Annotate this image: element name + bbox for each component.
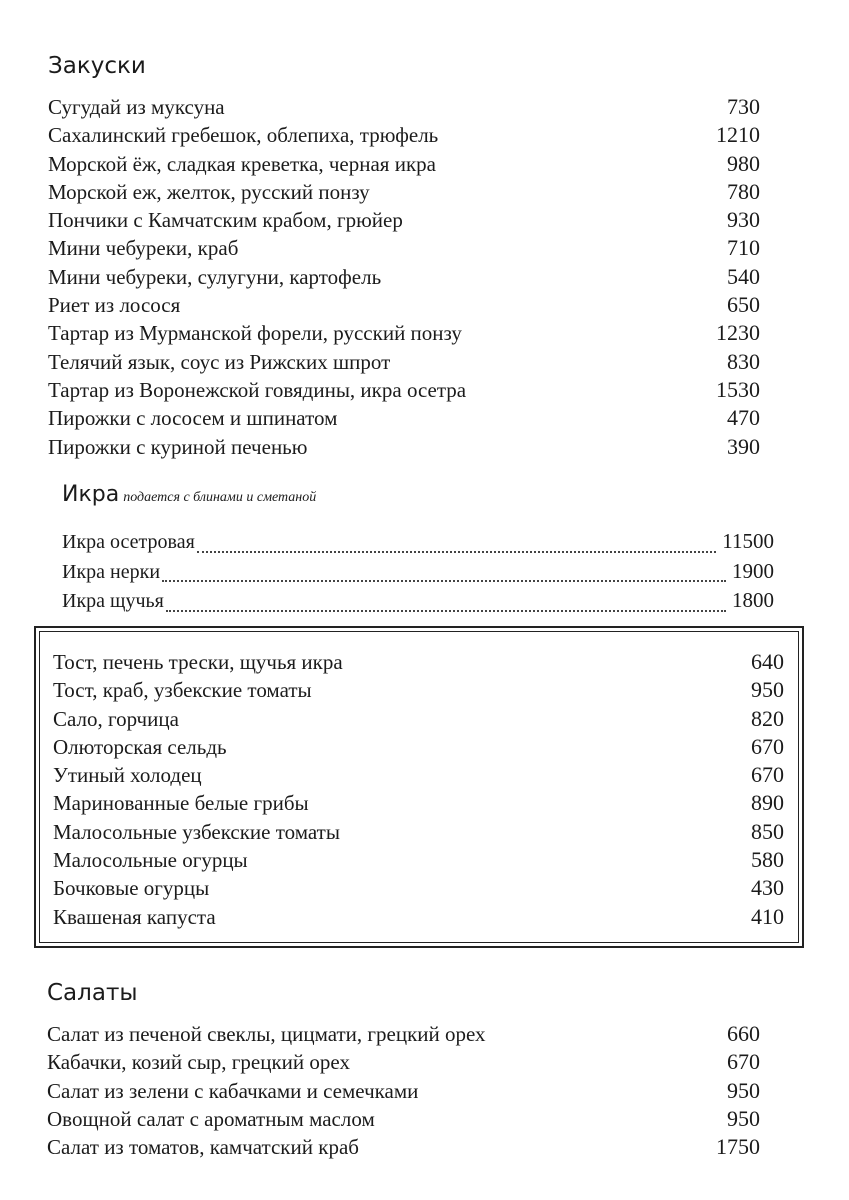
menu-item-price: 950 [727,1105,760,1131]
menu-item [48,319,760,347]
menu-item [47,1133,760,1161]
menu-item [47,1105,760,1133]
menu-item-price: 710 [727,235,760,261]
menu-item [53,846,784,874]
ikra-list [62,527,774,616]
menu-item [48,234,760,262]
menu-item-name: Мини чебуреки, краб [48,236,239,261]
menu-item-name: Овощной салат с ароматным маслом [47,1106,375,1131]
menu-item-price: 1750 [716,1134,760,1160]
section-title-salaty: Салаты [47,980,138,1006]
menu-item-price: 670 [751,762,784,788]
menu-item-price: 650 [727,292,760,318]
menu-item-name: Телячий язык, соус из Рижских шпрот [48,349,391,374]
menu-item-name: Маринованные белые грибы [53,791,309,816]
section-title-zakuski: Закуски [48,53,146,79]
menu-item-price: 580 [751,847,784,873]
menu-item [53,789,784,817]
menu-item-price: 780 [727,178,760,204]
menu-item-price: 470 [727,405,760,431]
menu-item-price: 1530 [716,376,760,402]
menu-item [47,1020,760,1048]
menu-item-name: Мини чебуреки, сулугуни, картофель [48,264,382,289]
menu-item-name: Утиный холодец [53,763,202,788]
menu-item-name: Бочковые огурцы [53,876,210,901]
menu-item-name: Салат из печеной свеклы, цицмати, грецкий орех [47,1022,486,1046]
menu-item-price: 540 [727,263,760,289]
menu-item-price: 670 [727,1049,760,1075]
menu-item [53,733,784,761]
menu-item-price: 1230 [716,320,760,346]
menu-item-price: 950 [727,1077,760,1103]
menu-item [53,903,784,931]
menu-item-price: 1210 [716,122,760,148]
menu-item-name: Тартар из Мурманской форели, русский понзу [48,321,462,346]
menu-item-price: 430 [751,875,784,901]
menu-item-price: 830 [727,348,760,374]
menu-item-name: Салат из томатов, камчатский краб [47,1135,359,1160]
zakuski-list [48,93,760,461]
salaty-list [47,1020,760,1161]
menu-item-price: 730 [727,94,760,119]
menu-item-name: Икра нерки [62,560,161,583]
ikra-title-text: Икра [62,482,120,507]
menu-item-price: 1900 [732,558,774,583]
menu-item-price: 660 [727,1021,760,1046]
menu-item [47,1077,760,1105]
menu-item [48,178,760,206]
menu-item-price: 11500 [722,529,774,553]
menu-item-name: Салат из зелени с кабачками и семечками [47,1078,419,1103]
menu-item [48,263,760,291]
menu-item [62,527,774,557]
menu-item [47,1048,760,1076]
menu-item-name: Кабачки, козий сыр, грецкий орех [47,1050,350,1075]
menu-item-price: 930 [727,207,760,233]
menu-item-price: 850 [751,818,784,844]
menu-item [53,818,784,846]
dot-leader [197,551,716,553]
menu-item [62,586,774,616]
menu-item-name: Пирожки с куриной печенью [48,434,308,459]
section-title-ikra [62,482,316,507]
menu-item-name: Тартар из Воронежской говядины, икра осетра [48,377,467,402]
menu-item-name: Пирожки с лососем и шпинатом [48,406,338,431]
menu-item-price: 950 [751,677,784,703]
menu-item-name: Риет из лосося [48,293,181,318]
menu-item-name: Морской ёж, сладкая креветка, черная икра [48,151,436,176]
menu-item-price: 820 [751,705,784,731]
menu-item [53,874,784,902]
menu-item-price: 390 [727,433,760,459]
menu-item-name: Сало, горчица [53,706,179,731]
menu-item [53,705,784,733]
menu-item [48,206,760,234]
menu-item [48,291,760,319]
menu-item [48,376,760,404]
menu-item [48,150,760,178]
menu-item-name: Сугудай из муксуна [48,95,225,119]
menu-item-name: Тост, печень трески, щучья икра [53,650,343,674]
menu-item-price: 410 [751,903,784,929]
dot-leader [162,580,726,582]
menu-item [53,761,784,789]
menu-item [48,404,760,432]
menu-item-name: Морской еж, желток, русский понзу [48,179,370,204]
menu-item-price: 1800 [732,588,774,612]
menu-item [48,121,760,149]
menu-item [48,433,760,461]
ikra-subtitle: подается с блинами и сметаной [123,490,317,505]
boxed-list [53,648,784,931]
menu-item [48,93,760,121]
menu-item-name: Икра щучья [62,590,164,612]
menu-item-price: 980 [727,150,760,176]
menu-item-name: Икра осетровая [62,531,195,553]
menu-item [62,557,774,587]
menu-item-name: Малосольные огурцы [53,848,248,873]
menu-item-price: 670 [751,733,784,759]
menu-item [53,648,784,676]
menu-item-name: Сахалинский гребешок, облепиха, трюфель [48,123,439,148]
menu-item-price: 890 [751,790,784,816]
menu-item-name: Пончики с Камчатским крабом, грюйер [48,208,403,233]
menu-item-name: Квашеная капуста [53,904,216,929]
menu-item [48,348,760,376]
menu-item-name: Олюторская сельдь [53,734,227,759]
menu-item [53,676,784,704]
menu-item-name: Тост, краб, узбекские томаты [53,678,312,703]
menu-item-price: 640 [751,649,784,674]
menu-item-name: Малосольные узбекские томаты [53,819,340,844]
dot-leader [166,610,726,612]
